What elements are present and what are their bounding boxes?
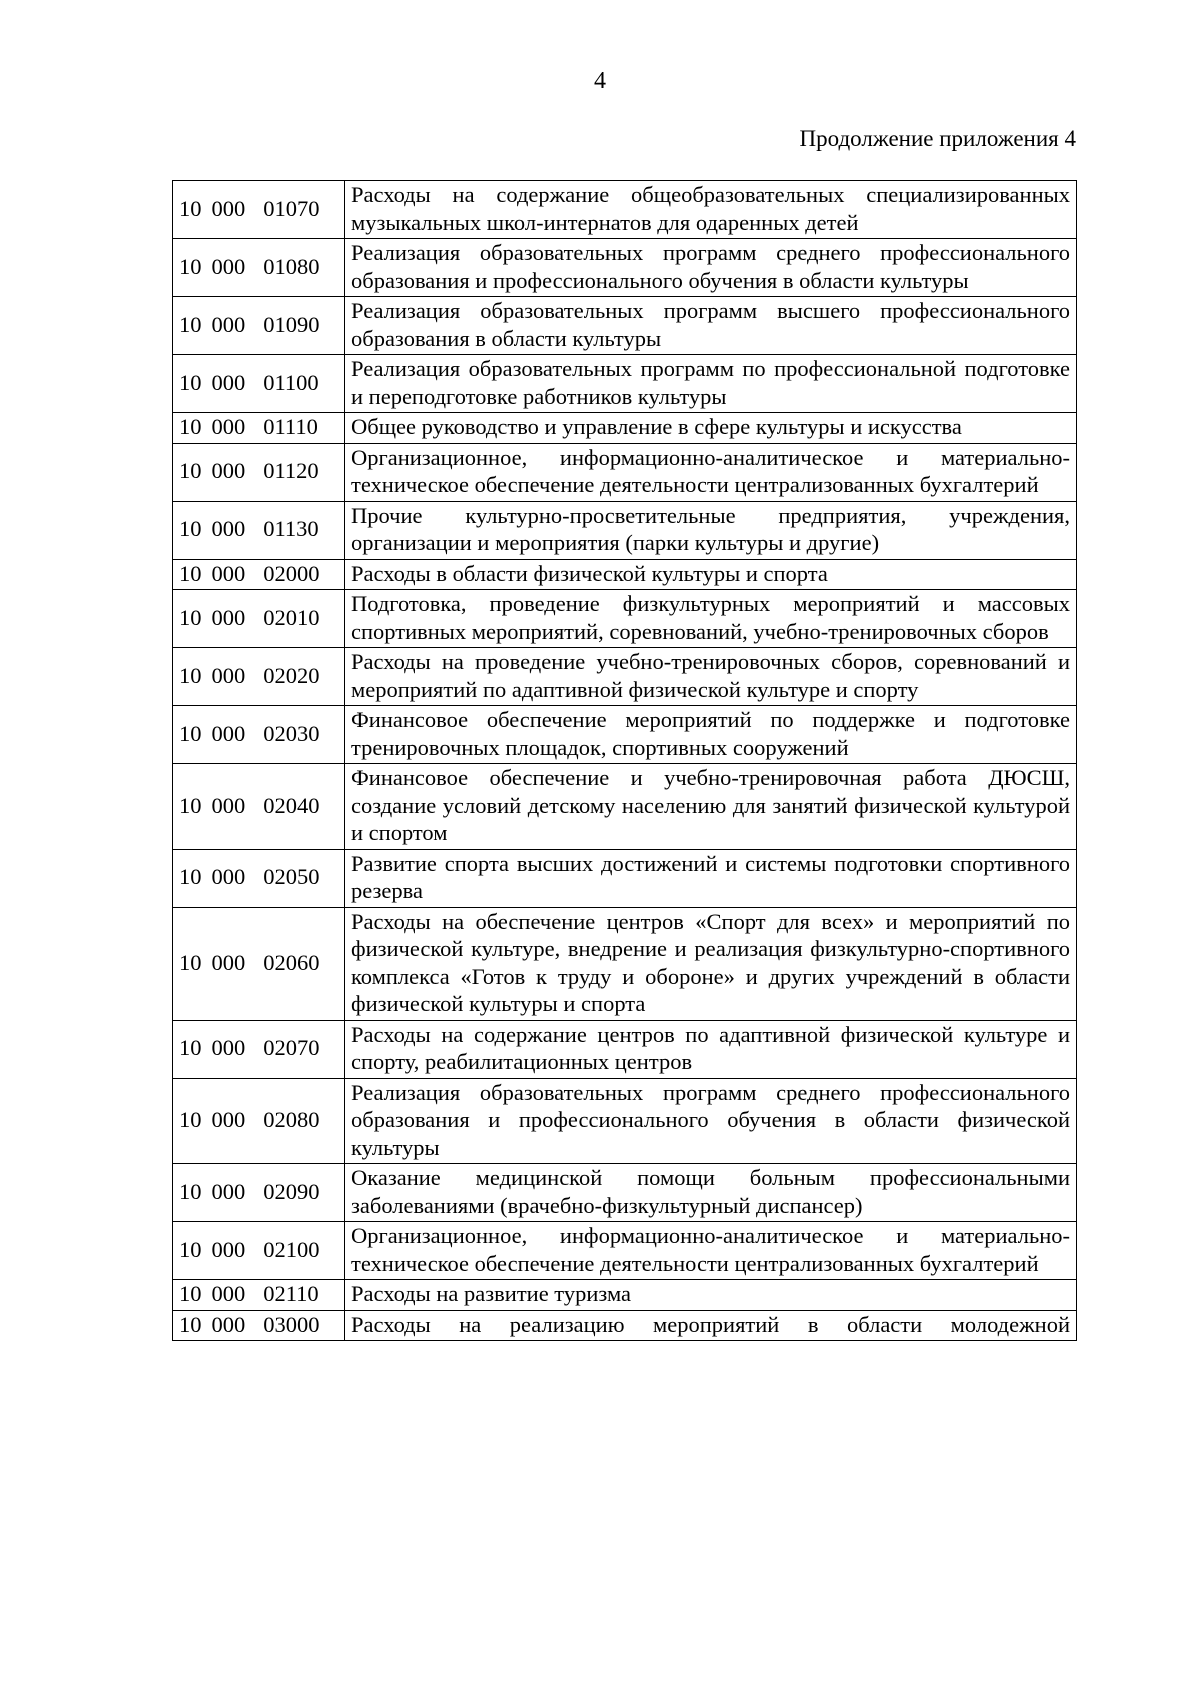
code-part-g3: 01110	[263, 414, 318, 439]
expense-code	[173, 355, 345, 413]
expense-description: Прочие культурно-просветительные предприятия, учреждения, организации и мероприятия (парки культуры и другие)	[345, 501, 1077, 559]
code-part-g2: 000	[211, 311, 246, 337]
code-part-g3: 01100	[263, 369, 319, 395]
code-part-g1: 10	[179, 253, 202, 279]
expense-description: Расходы на реализацию мероприятий в области молодежной	[345, 1310, 1077, 1341]
expense-description: Реализация образовательных программ среднего профессионального образования и профессионального обучения в области физической культуры	[345, 1078, 1077, 1164]
expense-code	[173, 1078, 345, 1164]
expense-code	[173, 559, 345, 590]
table-body	[173, 181, 1077, 1341]
code-part-g3: 02080	[263, 1107, 320, 1132]
expense-description: Организационное, информационно-аналитическое и материально-техническое обеспечение деятельности централизованных бухгалтерий	[345, 1222, 1077, 1280]
appendix-continuation-heading: Продолжение приложения 4	[799, 126, 1076, 151]
table-row	[173, 355, 1077, 413]
table-row	[173, 1164, 1077, 1222]
code-part-g3: 02000	[263, 560, 320, 586]
code-part-g3: 01080	[263, 253, 320, 279]
code-part-g3: 02020	[263, 662, 320, 688]
table-row	[173, 764, 1077, 850]
table-row	[173, 907, 1077, 1020]
code-part-g3: 02060	[263, 949, 320, 975]
code-part-g2: 000	[211, 792, 246, 818]
code-part-g2: 000	[211, 458, 246, 484]
code-part-g2: 000	[211, 720, 246, 746]
table-row	[173, 648, 1077, 706]
code-part-g1: 10	[179, 516, 202, 542]
code-part-g2: 000	[211, 253, 246, 279]
code-part-g1: 10	[179, 604, 202, 630]
table-row	[173, 413, 1077, 444]
code-part-g1: 10	[179, 195, 202, 221]
code-part-g1: 10	[179, 369, 202, 395]
code-part-g3: 02050	[263, 864, 320, 890]
expense-description: Расходы на содержание центров по адаптивной физической культуре и спорту, реабилитационных центров	[345, 1020, 1077, 1078]
table-row	[173, 706, 1077, 764]
code-part-g1: 10	[179, 458, 202, 484]
code-part-g3: 02070	[263, 1035, 320, 1061]
table-row	[173, 849, 1077, 907]
table-row	[173, 590, 1077, 648]
expense-code	[173, 648, 345, 706]
code-part-g2: 000	[211, 414, 246, 439]
code-part-g2: 000	[211, 1236, 246, 1262]
table-row	[173, 1078, 1077, 1164]
code-part-g2: 000	[211, 1281, 246, 1306]
code-part-g3: 02030	[263, 720, 320, 746]
code-part-g1: 10	[179, 792, 202, 818]
expense-description: Реализация образовательных программ по профессиональной подготовке и переподготовке работников культуры	[345, 355, 1077, 413]
expense-description: Расходы на обеспечение центров «Спорт для всех» и мероприятий по физической культуре, внедрение и реализация физкультурно-спортивного комплекса «Готов к труду и обороне» и других учреждений в области физической культуры и спорта	[345, 907, 1077, 1020]
code-part-g2: 000	[211, 662, 246, 688]
expense-description: Расходы в области физической культуры и спорта	[345, 559, 1077, 590]
code-part-g1: 10	[179, 560, 202, 586]
table-row	[173, 559, 1077, 590]
code-part-g3: 02090	[263, 1178, 320, 1204]
code-part-g1: 10	[179, 1281, 202, 1306]
code-part-g3: 01090	[263, 311, 320, 337]
code-part-g1: 10	[179, 720, 202, 746]
expense-description: Общее руководство и управление в сфере культуры и искусства	[345, 413, 1077, 444]
expense-description: Финансовое обеспечение и учебно-тренировочная работа ДЮСШ, создание условий детскому населению для занятий физической культурой и спортом	[345, 764, 1077, 850]
code-part-g2: 000	[211, 1107, 246, 1132]
code-part-g3: 02110	[263, 1281, 319, 1306]
expense-code	[173, 443, 345, 501]
expense-code	[173, 181, 345, 239]
table-row	[173, 1310, 1077, 1341]
expense-description: Реализация образовательных программ высшего профессионального образования в области культуры	[345, 297, 1077, 355]
code-part-g1: 10	[179, 1107, 202, 1132]
expense-description: Подготовка, проведение физкультурных мероприятий и массовых спортивных мероприятий, соревнований, учебно-тренировочных сборов	[345, 590, 1077, 648]
expense-code	[173, 413, 345, 444]
code-part-g3: 02040	[263, 792, 320, 818]
code-part-g1: 10	[179, 864, 202, 890]
expense-code	[173, 1222, 345, 1280]
expense-code	[173, 849, 345, 907]
code-part-g1: 10	[179, 1311, 202, 1337]
expense-description: Оказание медицинской помощи больным профессиональными заболеваниями (врачебно-физкультурный диспансер)	[345, 1164, 1077, 1222]
code-part-g2: 000	[211, 560, 246, 586]
expense-description: Реализация образовательных программ среднего профессионального образования и профессионального обучения в области культуры	[345, 239, 1077, 297]
expense-description: Расходы на проведение учебно-тренировочных сборов, соревнований и мероприятий по адаптивной физической культуре и спорту	[345, 648, 1077, 706]
code-part-g1: 10	[179, 414, 202, 439]
code-part-g3: 02100	[263, 1236, 320, 1262]
code-part-g1: 10	[179, 1035, 202, 1061]
expense-code	[173, 590, 345, 648]
table-row	[173, 297, 1077, 355]
code-part-g2: 000	[211, 1178, 246, 1204]
code-part-g2: 000	[211, 949, 246, 975]
table-row	[173, 239, 1077, 297]
expense-code	[173, 501, 345, 559]
code-part-g3: 02010	[263, 604, 320, 630]
table-row	[173, 443, 1077, 501]
expense-description: Расходы на содержание общеобразовательных специализированных музыкальных школ-интернатов для одаренных детей	[345, 181, 1077, 239]
budget-codes-table	[172, 180, 1077, 1341]
code-part-g1: 10	[179, 949, 202, 975]
code-part-g3: 01120	[263, 458, 319, 484]
code-part-g1: 10	[179, 662, 202, 688]
code-part-g3: 01070	[263, 195, 320, 221]
code-part-g2: 000	[211, 1311, 246, 1337]
expense-code	[173, 907, 345, 1020]
table-row	[173, 181, 1077, 239]
expense-code	[173, 1020, 345, 1078]
table-row	[173, 1222, 1077, 1280]
code-part-g1: 10	[179, 311, 202, 337]
expense-code	[173, 706, 345, 764]
expense-description: Финансовое обеспечение мероприятий по поддержке и подготовке тренировочных площадок, спортивных сооружений	[345, 706, 1077, 764]
code-part-g2: 000	[211, 1035, 246, 1061]
table-row	[173, 1280, 1077, 1311]
expense-code	[173, 764, 345, 850]
code-part-g2: 000	[211, 516, 246, 542]
table-row	[173, 501, 1077, 559]
expense-code	[173, 1310, 345, 1341]
code-part-g2: 000	[211, 864, 246, 890]
code-part-g3: 01130	[263, 516, 319, 542]
table-row	[173, 1020, 1077, 1078]
expense-code	[173, 1164, 345, 1222]
page-number: 4	[594, 68, 606, 94]
expense-description: Развитие спорта высших достижений и системы подготовки спортивного резерва	[345, 849, 1077, 907]
code-part-g1: 10	[179, 1236, 202, 1262]
expense-code	[173, 297, 345, 355]
expense-code	[173, 239, 345, 297]
code-part-g2: 000	[211, 195, 246, 221]
code-part-g3: 03000	[263, 1311, 320, 1337]
expense-code	[173, 1280, 345, 1311]
code-part-g2: 000	[211, 604, 246, 630]
expense-description: Организационное, информационно-аналитическое и материально-техническое обеспечение деятельности централизованных бухгалтерий	[345, 443, 1077, 501]
code-part-g2: 000	[211, 369, 246, 395]
code-part-g1: 10	[179, 1178, 202, 1204]
expense-description: Расходы на развитие туризма	[345, 1280, 1077, 1311]
